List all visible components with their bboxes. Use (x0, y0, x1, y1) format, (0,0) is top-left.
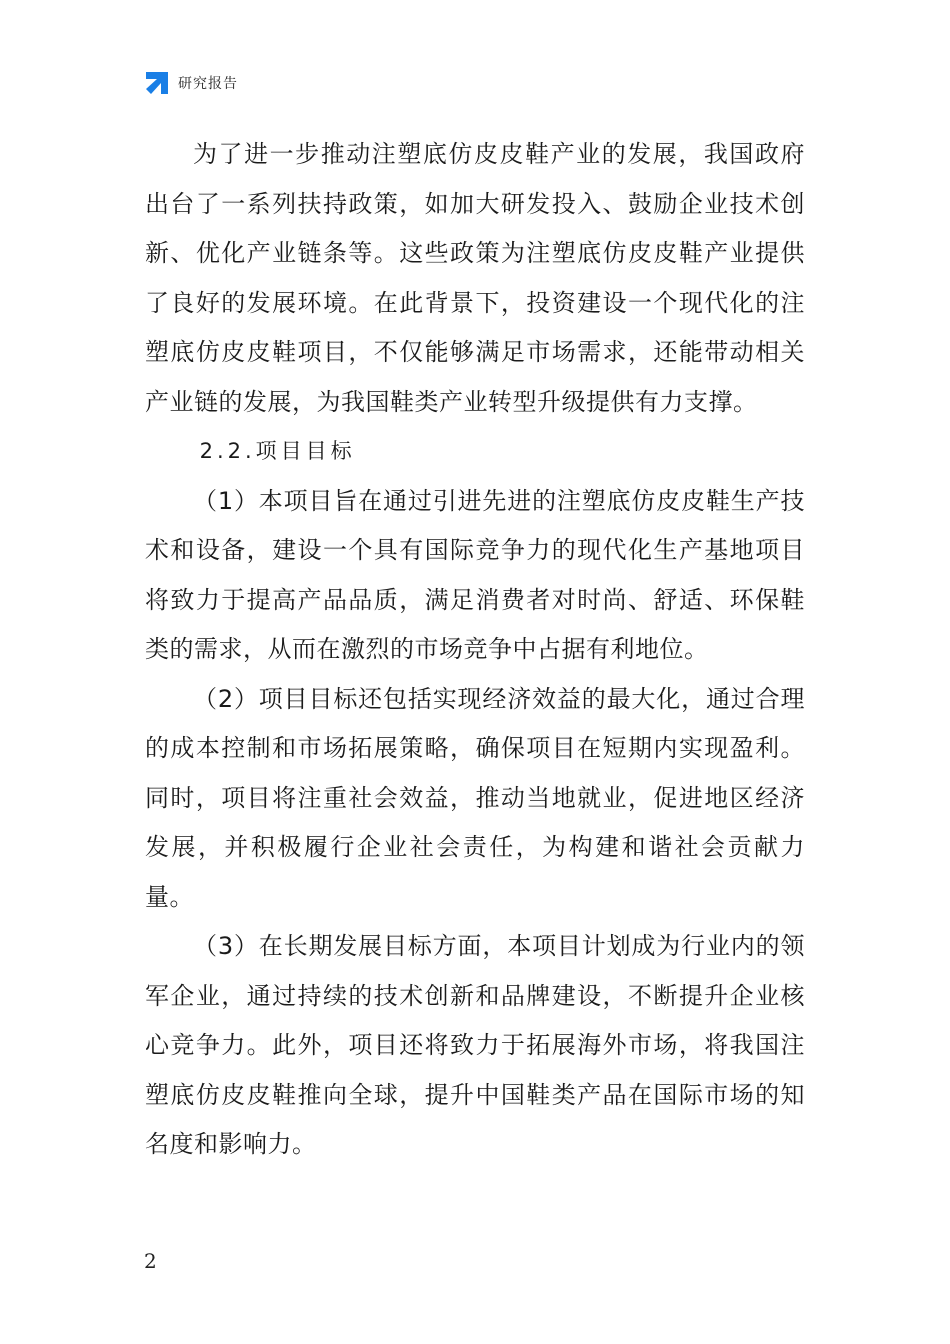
arrow-up-right-icon (144, 70, 170, 96)
report-label: 研究报告 (178, 76, 238, 92)
goal-item-3: （3）在长期发展目标方面，本项目计划成为行业内的领军企业，通过持续的技术创新和品牌建设，不断提升企业核心竞争力。此外，项目还将致力于拓展海外市场，将我国注塑底仿皮皮鞋推向全球，提升中国鞋类产品在国际市场的知名度和影响力。 (145, 932, 805, 1158)
goal-item-1: （1）本项目旨在通过引进先进的注塑底仿皮皮鞋生产技术和设备，建设一个具有国际竞争力的现代化生产基地项目将致力于提高产品品质，满足消费者对时尚、舒适、环保鞋类的需求，从而在激烈的市场竞争中占据有利地位。 (145, 486, 805, 663)
goal-item-2: （2）项目目标还包括实现经济效益的最大化，通过合理的成本控制和市场拓展策略，确保项目在短期内实现盈利。同时，项目将注重社会效益，推动当地就业，促进地区经济发展，并积极履行企业社会责任，为构建和谐社会贡献力量。 (145, 684, 805, 911)
page-header (144, 70, 238, 96)
section-heading: 2.2.项目目标 (199, 439, 356, 463)
page-number: 2 (144, 1249, 157, 1273)
intro-paragraph: 为了进一步推动注塑底仿皮皮鞋产业的发展，我国政府出台了一系列扶持政策，如加大研发投入、鼓励企业技术创新、优化产业链条等。这些政策为注塑底仿皮皮鞋产业提供了良好的发展环境。在此背景下，投资建设一个现代化的注塑底仿皮皮鞋项目，不仅能够满足市场需求，还能带动相关产业链的发展，为我国鞋类产业转型升级提供有力支撑。 (145, 140, 805, 416)
document-body (145, 130, 805, 1170)
